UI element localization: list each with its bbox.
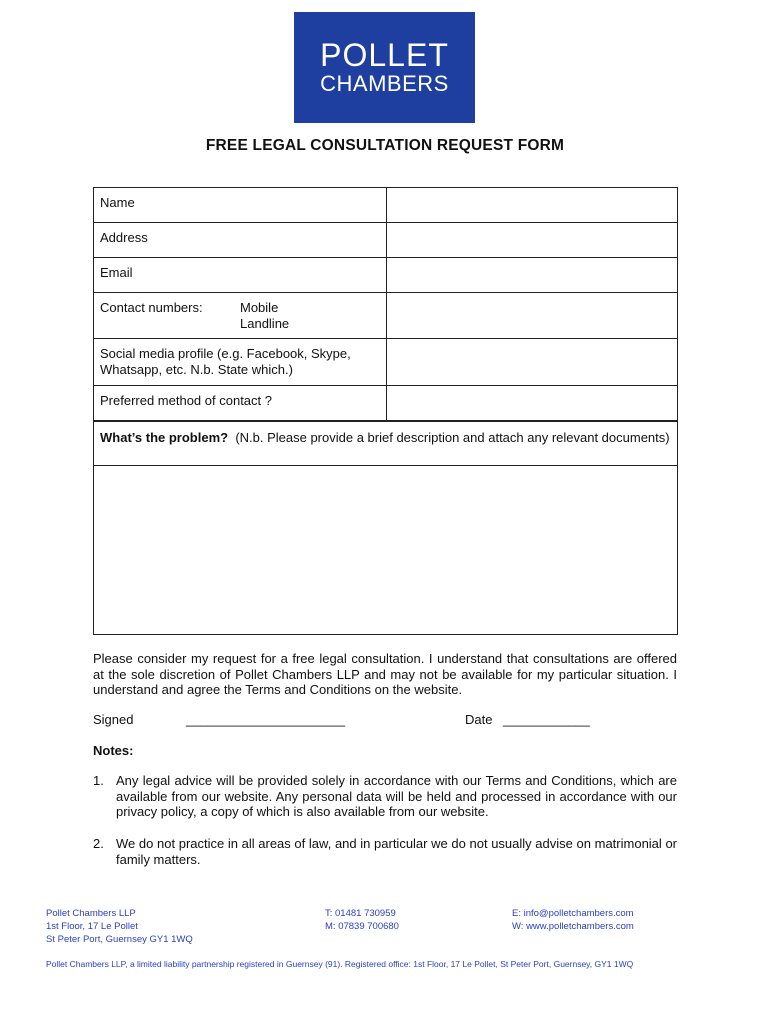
table-row <box>94 188 678 223</box>
footer-address <box>46 907 193 946</box>
signed-label: Signed <box>93 712 134 727</box>
contact-numbers-cell <box>94 293 387 339</box>
problem-heading <box>94 422 677 466</box>
table-row <box>94 293 678 339</box>
logo-line-1: POLLET <box>320 37 449 73</box>
footer-address-line-2: St Peter Port, Guernsey GY1 1WQ <box>46 934 193 945</box>
social-media-label-line-1: Social media profile (e.g. Facebook, Skype, <box>100 346 351 361</box>
email-label: Email <box>94 258 387 293</box>
note-number: 2. <box>93 836 104 851</box>
footer-address-line-1: 1st Floor, 17 Le Pollet <box>46 921 138 932</box>
contact-numbers-label: Contact numbers: <box>100 300 203 315</box>
note-text: Any legal advice will be provided solely in accordance with our Terms and Conditions, which are available from our website. Any personal data will be held and processed in accordance with our privacy policy, a copy of which is also available from our website. <box>116 773 677 819</box>
table-row <box>94 258 678 293</box>
footer-company: Pollet Chambers LLP <box>46 908 136 919</box>
footer-mobile: M: 07839 700680 <box>325 921 399 932</box>
social-media-label-line-2: Whatsapp, etc. N.b. State which.) <box>100 362 293 377</box>
preferred-contact-label: Preferred method of contact ? <box>94 386 387 421</box>
address-field[interactable] <box>387 223 678 258</box>
preferred-contact-field[interactable] <box>387 386 678 421</box>
problem-box <box>93 421 678 635</box>
declaration-text: Please consider my request for a free legal consultation. I understand that consultations are offered at the sole discretion of Pollet Chambers LLP and may not be available for my particular situation. I understand and agree the Terms and Conditions on the website. <box>93 651 677 697</box>
footer-email-link[interactable]: E: info@polletchambers.com <box>512 908 634 919</box>
table-row <box>94 223 678 258</box>
signature-line[interactable]: ______________________ <box>186 712 346 727</box>
social-media-cell <box>94 339 387 386</box>
date-line[interactable]: ____________ <box>503 712 590 727</box>
date-label: Date <box>465 712 493 727</box>
contact-details-table <box>93 187 678 421</box>
table-row <box>94 386 678 421</box>
logo-line-2: CHAMBERS <box>320 71 449 96</box>
footer-telephone: T: 01481 730959 <box>325 908 396 919</box>
pollet-chambers-logo <box>294 12 475 123</box>
footer-legal-text: Pollet Chambers LLP, a limited liability partnership registered in Guernsey (91). Registered office: 1st Floor, 17 Le Pollet, St Peter Port, Guernsey, GY1 1WQ <box>46 959 634 969</box>
footer-online <box>512 907 634 933</box>
problem-hint: (N.b. Please provide a brief description and attach any relevant documents) <box>235 430 670 445</box>
notes-heading: Notes: <box>93 743 134 758</box>
landline-label: Landline <box>240 316 290 331</box>
problem-label: What’s the problem? <box>100 430 229 445</box>
name-field[interactable] <box>387 188 678 223</box>
name-label: Name <box>94 188 387 223</box>
form-title: FREE LEGAL CONSULTATION REQUEST FORM <box>205 137 565 154</box>
footer-website-link[interactable]: W: www.polletchambers.com <box>512 921 634 932</box>
note-number: 1. <box>93 773 104 788</box>
contact-numbers-field[interactable] <box>387 293 678 339</box>
list-item <box>93 773 677 820</box>
address-label: Address <box>94 223 387 258</box>
problem-description-field[interactable] <box>94 466 677 632</box>
social-media-field[interactable] <box>387 339 678 386</box>
list-item <box>93 836 677 867</box>
note-text: We do not practice in all areas of law, and in particular we do not usually advise on matrimonial or family matters. <box>116 836 677 867</box>
table-row <box>94 339 678 386</box>
email-field[interactable] <box>387 258 678 293</box>
mobile-label: Mobile <box>240 300 279 315</box>
footer-phones <box>325 907 399 933</box>
